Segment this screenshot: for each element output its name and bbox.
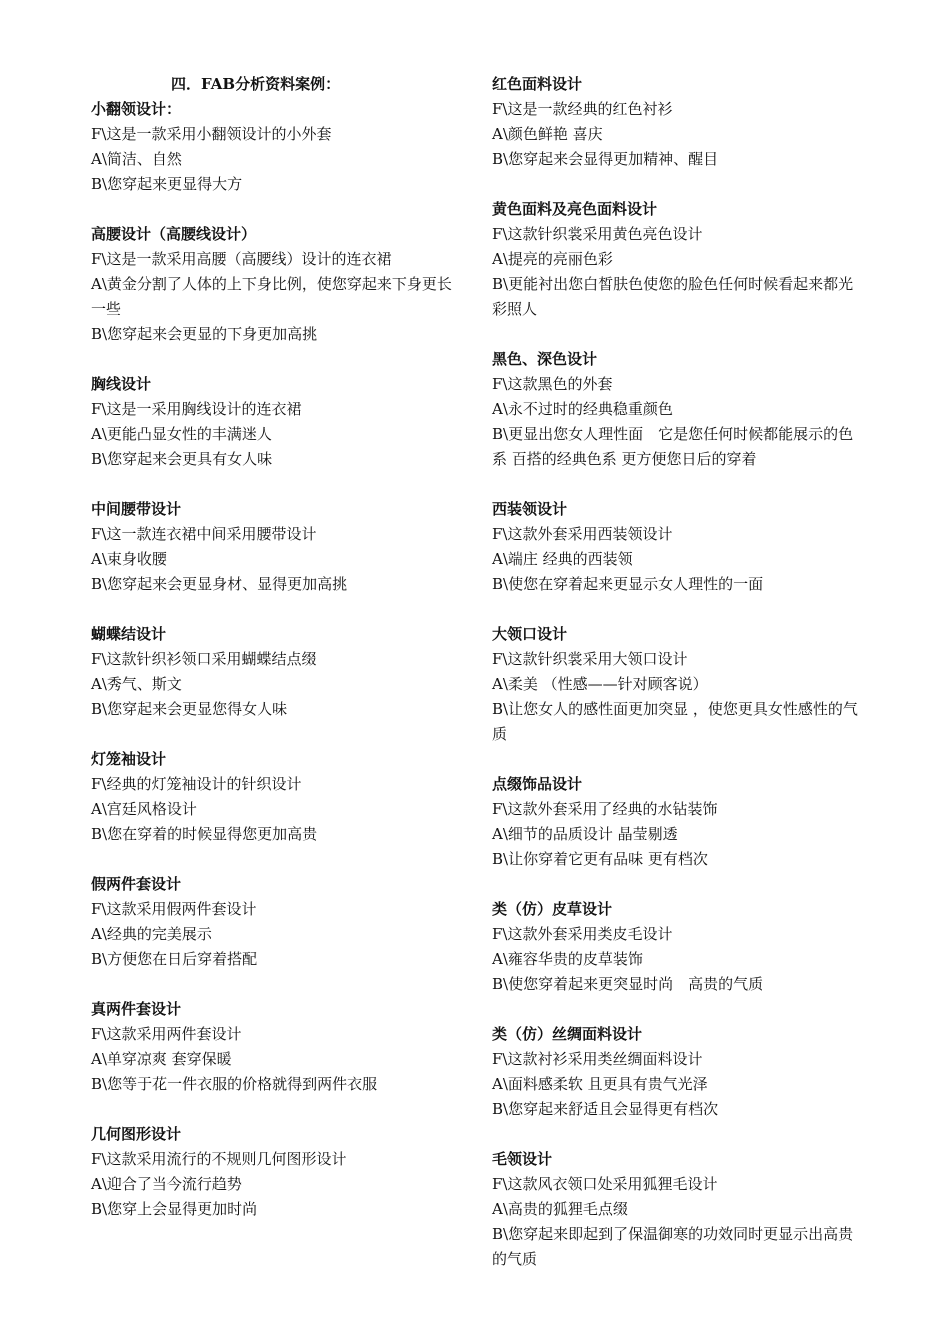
fab-section	[91, 747, 463, 847]
feature-line: F\这款采用假两件套设计	[91, 900, 257, 918]
advantage-line: A\宫廷风格设计	[91, 800, 197, 818]
benefit-line: B\您等于花一件衣服的价格就得到两件衣服	[91, 1075, 378, 1093]
fab-section	[91, 222, 463, 347]
advantage-line: A\提亮的亮丽色彩	[492, 250, 613, 268]
benefit-line: B\您穿起来会更具有女人味	[91, 450, 273, 468]
fab-section	[91, 372, 463, 472]
feature-line: F\这款外套采用西装领设计	[492, 525, 673, 543]
fab-section	[91, 1122, 463, 1222]
document-title: 四．FAB分析资料案例：	[171, 75, 341, 93]
fab-section	[492, 1147, 864, 1272]
advantage-line: A\更能凸显女性的丰满迷人	[91, 425, 272, 443]
section-heading: 类（仿）丝绸面料设计	[492, 1025, 643, 1043]
advantage-line: A\迎合了当今流行趋势	[91, 1175, 242, 1193]
fab-section	[492, 347, 864, 472]
fab-section	[492, 772, 864, 872]
benefit-line: B\方便您在日后穿着搭配	[91, 950, 258, 968]
right-column	[492, 72, 864, 1297]
benefit-line: B\您穿起来更显得大方	[91, 175, 243, 193]
fab-section	[91, 872, 463, 972]
feature-line: F\这款采用流行的不规则几何图形设计	[91, 1150, 347, 1168]
fab-section	[492, 897, 864, 997]
benefit-line: B\更显出您女人理性面 它是您任何时候都能展示的色系 百搭的经典色系 更方便您日后的穿着	[492, 425, 854, 468]
benefit-line: B\您穿起来即起到了保温御寒的功效同时更显示出高贵的气质	[492, 1225, 854, 1268]
section-heading: 几何图形设计	[91, 1125, 182, 1143]
feature-line: F\这款外套采用了经典的水钻装饰	[492, 800, 718, 818]
section-heading: 蝴蝶结设计	[91, 625, 167, 643]
feature-line: F\这款针织裳采用大领口设计	[492, 650, 688, 668]
fab-section	[492, 72, 864, 172]
feature-line: F\这一款连衣裙中间采用腰带设计	[91, 525, 317, 543]
benefit-line: B\让您女人的感性面更加突显 ，使您更具女性感性的气质	[492, 700, 858, 743]
fab-section	[492, 497, 864, 597]
feature-line: F\这款风衣领口处采用狐狸毛设计	[492, 1175, 718, 1193]
advantage-line: A\单穿凉爽 套穿保暖	[91, 1050, 232, 1068]
section-heading: 点缀饰品设计	[492, 775, 583, 793]
feature-line: F\这是一采用胸线设计的连衣裙	[91, 400, 302, 418]
fab-section	[91, 997, 463, 1097]
feature-line: F\这是一款采用小翻领设计的小外套	[91, 125, 332, 143]
feature-line: F\这款针织衫领口采用蝴蝶结点缀	[91, 650, 317, 668]
section-heading: 假两件套设计	[91, 875, 182, 893]
benefit-line: B\您穿起来会更显身材、显得更加高挑	[91, 575, 348, 593]
section-heading: 中间腰带设计	[91, 500, 182, 518]
fab-section	[91, 497, 463, 597]
benefit-line: B\您穿起来会显得更加精神、醒目	[492, 150, 719, 168]
benefit-line: B\使您在穿着起来更显示女人理性的一面	[492, 575, 764, 593]
section-heading: 胸线设计	[91, 375, 152, 393]
benefit-line: B\更能衬出您白皙肤色使您的脸色任何时候看起来都光彩照人	[492, 275, 854, 318]
feature-line: F\这款黑色的外套	[492, 375, 613, 393]
advantage-line: A\黄金分割了人体的上下身比例，使您穿起来下身更长一些	[91, 275, 452, 318]
section-heading: 类（仿）皮草设计	[492, 900, 613, 918]
feature-line: F\经典的灯笼袖设计的针织设计	[91, 775, 302, 793]
benefit-line: B\让你穿着它更有品味 更有档次	[492, 850, 708, 868]
advantage-line: A\雍容华贵的皮草装饰	[492, 950, 643, 968]
section-heading: 黄色面料及亮色面料设计	[492, 200, 658, 218]
section-heading: 大领口设计	[492, 625, 568, 643]
advantage-line: A\细节的品质设计 晶莹剔透	[492, 825, 678, 843]
section-heading: 毛领设计	[492, 1150, 553, 1168]
feature-line: F\这款外套采用类皮毛设计	[492, 925, 673, 943]
benefit-line: B\使您穿着起来更突显时尚 高贵的气质	[492, 975, 764, 993]
feature-line: F\这款采用两件套设计	[91, 1025, 242, 1043]
advantage-line: A\经典的完美展示	[91, 925, 212, 943]
advantage-line: A\秀气、斯文	[91, 675, 182, 693]
benefit-line: B\您穿起来会更显的下身更加高挑	[91, 325, 318, 343]
feature-line: F\这是一款采用高腰（高腰线）设计的连衣裙	[91, 250, 392, 268]
fab-section	[91, 622, 463, 722]
section-heading: 真两件套设计	[91, 1000, 182, 1018]
advantage-line: A\柔美 （性感——针对顾客说）	[492, 675, 708, 693]
benefit-line: B\您穿起来会更显您得女人味	[91, 700, 288, 718]
feature-line: F\这是一款经典的红色衬衫	[492, 100, 673, 118]
section-heading: 西装领设计	[492, 500, 568, 518]
fab-section	[492, 1022, 864, 1122]
advantage-line: A\高贵的狐狸毛点缀	[492, 1200, 628, 1218]
advantage-line: A\面料感柔软 且更具有贵气光泽	[492, 1075, 708, 1093]
advantage-line: A\颜色鲜艳 喜庆	[492, 125, 603, 143]
feature-line: F\这款针织裳采用黄色亮色设计	[492, 225, 703, 243]
section-heading: 小翻领设计：	[91, 100, 182, 118]
benefit-line: B\您穿起来舒适且会显得更有档次	[492, 1100, 719, 1118]
benefit-line: B\您在穿着的时候显得您更加高贵	[91, 825, 318, 843]
advantage-line: A\简洁、自然	[91, 150, 182, 168]
fab-section	[492, 622, 864, 747]
fab-section	[492, 197, 864, 322]
advantage-line: A\永不过时的经典稳重颜色	[492, 400, 673, 418]
feature-line: F\这款衬衫采用类丝绸面料设计	[492, 1050, 703, 1068]
advantage-line: A\端庄 经典的西装领	[492, 550, 633, 568]
left-column	[91, 72, 463, 1247]
section-heading: 灯笼袖设计	[91, 750, 167, 768]
section-heading: 黑色、深色设计	[492, 350, 598, 368]
benefit-line: B\您穿上会显得更加时尚	[91, 1200, 258, 1218]
section-heading: 红色面料设计	[492, 75, 583, 93]
section-heading: 高腰设计（高腰线设计）	[91, 225, 257, 243]
fab-section	[91, 97, 463, 197]
advantage-line: A\束身收腰	[91, 550, 167, 568]
